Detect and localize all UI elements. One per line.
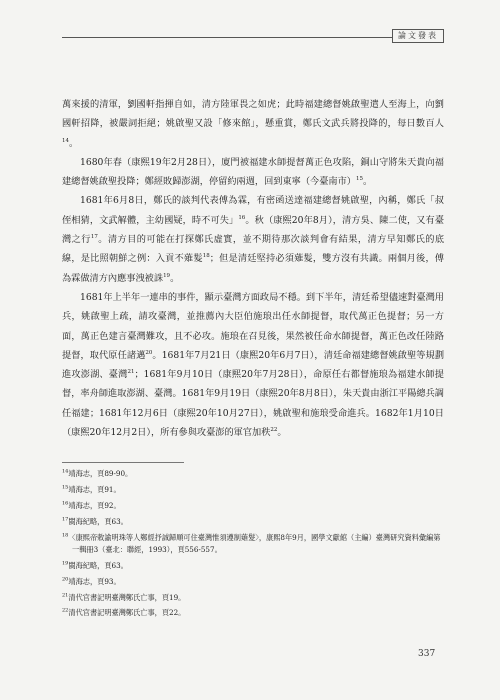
footnote-item: $^{16}$靖海志，頁92。	[62, 500, 121, 510]
paragraph-3: 1681年6月8日，鄭氏的談判代表傅為霖，有密函送達福建總督姚啟聖，內稱，鄭氏「叔侄相猜，文武解體，主幼國疑，時不可失」$^{16}$。秋（康熙20年8月），清方吳、陳二使，又有臺灣之行$^{17}$。清方目的可能在打探鄭氏虛實，並不期待那次談判會有結果，清方早知鄭氏的底線，是比照朝鮮之例：入貢不薙髮$^{18}$；但是清廷堅持必須薙髮，雙方沒有共識。兩個月後，傅為霖做清方內應事洩被誅$^{19}$。	[62, 195, 445, 284]
footnote-item: $^{18}$〈康熙帝敕諭明珠等人鄭經抒誠歸順可住臺灣惟須遵制薙髮〉，康熙8年9月，國學文獻館（主編）臺灣研究資料彙編第一輯冊3（臺北：聯經，1993），頁556-557。	[62, 532, 441, 554]
paragraph-4: 1681年上半年一連串的事件，顯示臺灣方面政局不穩。到下半年，清廷希望儘速對臺灣用兵，姚啟聖上疏，請攻臺灣，並推薦內大臣伯施琅出任水師提督，取代萬正色提督；另一方面，萬正色建言臺灣難攻，且不必攻。施琅在召見後，果然被任命水師提督，萬正色改任陸路提督，取代原任諸邁$^{20}$。1681年7月21日（康熙20年6月7日），清廷命福建總督姚啟聖等規劃進攻澎湖、臺灣$^{21}$；1681年9月10日（康熙20年7月28日），命原任右都督施琅為福建水師提督，率舟師進取澎湖、臺灣。1681年9月19日（康熙20年8月8日），朱天貴由浙江平陽總兵調任福建；1681年12月6日（康熙20年10月27日），姚啟聖和施琅受命進兵。1682年1月10日（康熙20年12月2日），所有參與攻臺澎的軍官加秩$^{22}$。	[62, 291, 445, 439]
footnote-ref[interactable]: 22	[270, 426, 278, 433]
footnote-ref[interactable]: 15	[356, 176, 363, 183]
footnote-ref[interactable]: 16	[238, 214, 246, 221]
footnote-item: $^{22}$清代官書記明臺灣鄭氏亡事，頁22。	[62, 608, 186, 618]
paragraph-2: 1680年春（康熙19年2月28日），廈門被福建水師提督萬正色攻陷，銅山守將朱天貴向福建總督姚啟聖投降；鄭經敗歸澎湖，停留約兩週，回到東寧（今臺南市）$^{15}$。	[62, 156, 444, 188]
footnote-item: $^{15}$靖海志，頁91。	[62, 484, 121, 494]
footnote-ref[interactable]: 18	[202, 253, 210, 260]
body-text	[62, 95, 444, 442]
footnote-ref[interactable]: 20	[145, 349, 153, 356]
footnote-ref[interactable]: 17	[90, 234, 98, 241]
footnote-rule	[62, 462, 184, 463]
footnote-ref[interactable]: 19	[163, 272, 171, 279]
section-label: 論文發表	[392, 29, 444, 43]
footnote-ref[interactable]: 14	[62, 137, 69, 144]
footnote-item: $^{14}$靖海志，頁89-90。	[62, 468, 133, 478]
footnote-item: $^{17}$閩海紀略，頁63。	[62, 516, 128, 526]
footnote-item: $^{19}$閩海紀略，頁63。	[62, 560, 128, 570]
footnote-ref[interactable]: 21	[127, 369, 135, 376]
footnotes	[62, 468, 444, 623]
footnote-item: $^{20}$靖海志，頁93。	[62, 576, 121, 586]
page-number: 337	[418, 649, 436, 659]
header-rule	[62, 37, 444, 38]
footnote-item: $^{21}$清代官書記明臺灣鄭氏亡事，頁19。	[62, 592, 186, 602]
paragraph-1: 萬來援的清軍，劉國軒指揮自如，清方陸軍畏之如虎；此時福建總督姚啟聖遣人至海上，向劉國軒招降，被嚴詞拒絕；姚啟聖又設「修來館」，懸重賞，鄭氏文武兵將投降的，每日數百人$^{14}$。	[62, 99, 444, 149]
